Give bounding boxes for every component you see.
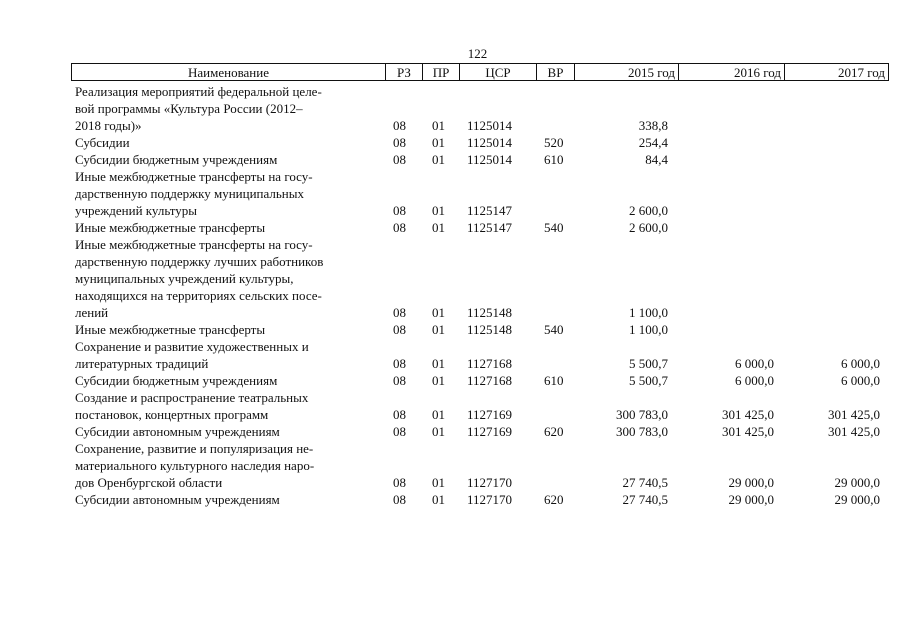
row-name-line: Субсидии бюджетным учреждениям: [75, 373, 278, 388]
row-name-line: вой программы «Культура России (2012–: [75, 101, 303, 116]
table-row: [0, 338, 905, 372]
amount-2016: 6 000,0: [735, 356, 774, 371]
vr-cell: 540: [544, 220, 564, 235]
table-header: [71, 63, 889, 81]
vr-cell: 620: [544, 492, 564, 507]
row-name-line: муниципальных учреждений культуры,: [75, 271, 294, 286]
row-name-line: Иные межбюджетные трансферты: [75, 322, 266, 337]
row-name-line: постановок, концертных программ: [75, 407, 269, 422]
table-row: [0, 440, 905, 491]
table-row: [0, 168, 905, 219]
amount-2015: 1 100,0: [629, 322, 668, 337]
amount-2017: 29 000,0: [834, 475, 880, 490]
row-name: [75, 491, 385, 508]
csr-cell: 1127169: [467, 424, 513, 439]
csr-cell: 1127170: [467, 475, 513, 490]
amount-2015: 84,4: [645, 152, 668, 167]
vr-cell: 610: [544, 373, 564, 388]
pr-cell: 01: [432, 407, 445, 422]
row-name-line: 2018 годы)»: [75, 118, 142, 133]
amount-2016: 29 000,0: [728, 492, 774, 507]
table-row: [0, 134, 905, 151]
csr-cell: 1127170: [467, 492, 513, 507]
amount-2015: 2 600,0: [629, 203, 668, 218]
rz-cell: 08: [393, 118, 406, 133]
pr-cell: 01: [432, 475, 445, 490]
row-name-line: Субсидии: [75, 135, 130, 150]
amount-2015: 300 783,0: [616, 407, 668, 422]
row-name-line: дарственную поддержку муниципальных: [75, 186, 304, 201]
row-name: [75, 168, 385, 219]
amount-2016: 6 000,0: [735, 373, 774, 388]
row-name-line: материального культурного наследия наро-: [75, 458, 315, 473]
row-name: [75, 338, 385, 372]
rz-cell: 08: [393, 475, 406, 490]
csr-cell: 1125148: [467, 305, 513, 320]
amount-2016: 301 425,0: [722, 407, 774, 422]
amount-2017: 6 000,0: [841, 356, 880, 371]
table-row: [0, 423, 905, 440]
pr-cell: 01: [432, 373, 445, 388]
row-name: [75, 151, 385, 168]
table-body: [0, 83, 905, 508]
row-name: [75, 236, 385, 321]
table-row: [0, 321, 905, 338]
amount-2015: 5 500,7: [629, 373, 668, 388]
csr-cell: 1125014: [467, 135, 513, 150]
csr-cell: 1125147: [467, 203, 513, 218]
row-name: [75, 134, 385, 151]
csr-cell: 1127168: [467, 373, 513, 388]
row-name-line: Создание и распространение театральных: [75, 390, 309, 405]
row-name-line: Сохранение и развитие художественных и: [75, 339, 309, 354]
amount-2016: 29 000,0: [728, 475, 774, 490]
row-name: [75, 389, 385, 423]
table-row: [0, 372, 905, 389]
amount-2015: 27 740,5: [622, 492, 668, 507]
row-name-line: литературных традиций: [75, 356, 209, 371]
table-row: [0, 389, 905, 423]
rz-cell: 08: [393, 407, 406, 422]
row-name-line: Субсидии бюджетным учреждениям: [75, 152, 278, 167]
row-name-line: Реализация мероприятий федеральной целе-: [75, 84, 322, 99]
table-row: [0, 151, 905, 168]
rz-cell: 08: [393, 152, 406, 167]
row-name: [75, 321, 385, 338]
vr-cell: 520: [544, 135, 564, 150]
rz-cell: 08: [393, 220, 406, 235]
csr-cell: 1125148: [467, 322, 513, 337]
amount-2015: 338,8: [638, 118, 668, 133]
rz-cell: 08: [393, 356, 406, 371]
csr-cell: 1125147: [467, 220, 513, 235]
rz-cell: 08: [393, 305, 406, 320]
pr-cell: 01: [432, 305, 445, 320]
row-name-line: находящихся на территориях сельских посе-: [75, 288, 322, 303]
amount-2017: 301 425,0: [828, 424, 880, 439]
table-row: [0, 219, 905, 236]
row-name-line: Субсидии автономным учреждениям: [75, 492, 280, 507]
row-name-line: лений: [75, 305, 109, 320]
vr-cell: 620: [544, 424, 564, 439]
amount-2015: 27 740,5: [622, 475, 668, 490]
header-2015: 2015 год: [574, 64, 678, 80]
pr-cell: 01: [432, 492, 445, 507]
rz-cell: 08: [393, 322, 406, 337]
pr-cell: 01: [432, 356, 445, 371]
row-name-line: Иные межбюджетные трансферты: [75, 220, 266, 235]
table-row: [0, 236, 905, 321]
page-number: 122: [467, 46, 488, 61]
row-name: [75, 372, 385, 389]
row-name: [75, 440, 385, 491]
rz-cell: 08: [393, 203, 406, 218]
pr-cell: 01: [432, 118, 445, 133]
row-name: [75, 83, 385, 134]
vr-cell: 540: [544, 322, 564, 337]
row-name: [75, 423, 385, 440]
csr-cell: 1125014: [467, 118, 513, 133]
rz-cell: 08: [393, 135, 406, 150]
amount-2017: 6 000,0: [841, 373, 880, 388]
row-name-line: Субсидии автономным учреждениям: [75, 424, 280, 439]
row-name-line: дарственную поддержку лучших работников: [75, 254, 324, 269]
amount-2017: 301 425,0: [828, 407, 880, 422]
row-name-line: Иные межбюджетные трансферты на госу-: [75, 169, 313, 184]
amount-2015: 300 783,0: [616, 424, 668, 439]
csr-cell: 1127169: [467, 407, 513, 422]
amount-2016: 301 425,0: [722, 424, 774, 439]
rz-cell: 08: [393, 373, 406, 388]
header-csr: ЦСР: [459, 64, 536, 80]
row-name-line: учреждений культуры: [75, 203, 198, 218]
csr-cell: 1127168: [467, 356, 513, 371]
header-vr: ВР: [536, 64, 574, 80]
amount-2017: 29 000,0: [834, 492, 880, 507]
header-2016: 2016 год: [678, 64, 784, 80]
amount-2015: 5 500,7: [629, 356, 668, 371]
pr-cell: 01: [432, 322, 445, 337]
rz-cell: 08: [393, 424, 406, 439]
pr-cell: 01: [432, 152, 445, 167]
pr-cell: 01: [432, 220, 445, 235]
header-2017: 2017 год: [784, 64, 888, 80]
row-name-line: Сохранение, развитие и популяризация не-: [75, 441, 314, 456]
vr-cell: 610: [544, 152, 564, 167]
csr-cell: 1125014: [467, 152, 513, 167]
header-name: Наименование: [188, 65, 269, 80]
amount-2015: 254,4: [638, 135, 668, 150]
row-name-line: Иные межбюджетные трансферты на госу-: [75, 237, 313, 252]
pr-cell: 01: [432, 424, 445, 439]
table-row: [0, 491, 905, 508]
amount-2015: 2 600,0: [629, 220, 668, 235]
rz-cell: 08: [393, 492, 406, 507]
header-pr: ПР: [422, 64, 459, 80]
amount-2015: 1 100,0: [629, 305, 668, 320]
row-name-line: дов Оренбургской области: [75, 475, 223, 490]
table-row: [0, 83, 905, 134]
header-rz: РЗ: [385, 64, 422, 80]
row-name: [75, 219, 385, 236]
pr-cell: 01: [432, 203, 445, 218]
pr-cell: 01: [432, 135, 445, 150]
